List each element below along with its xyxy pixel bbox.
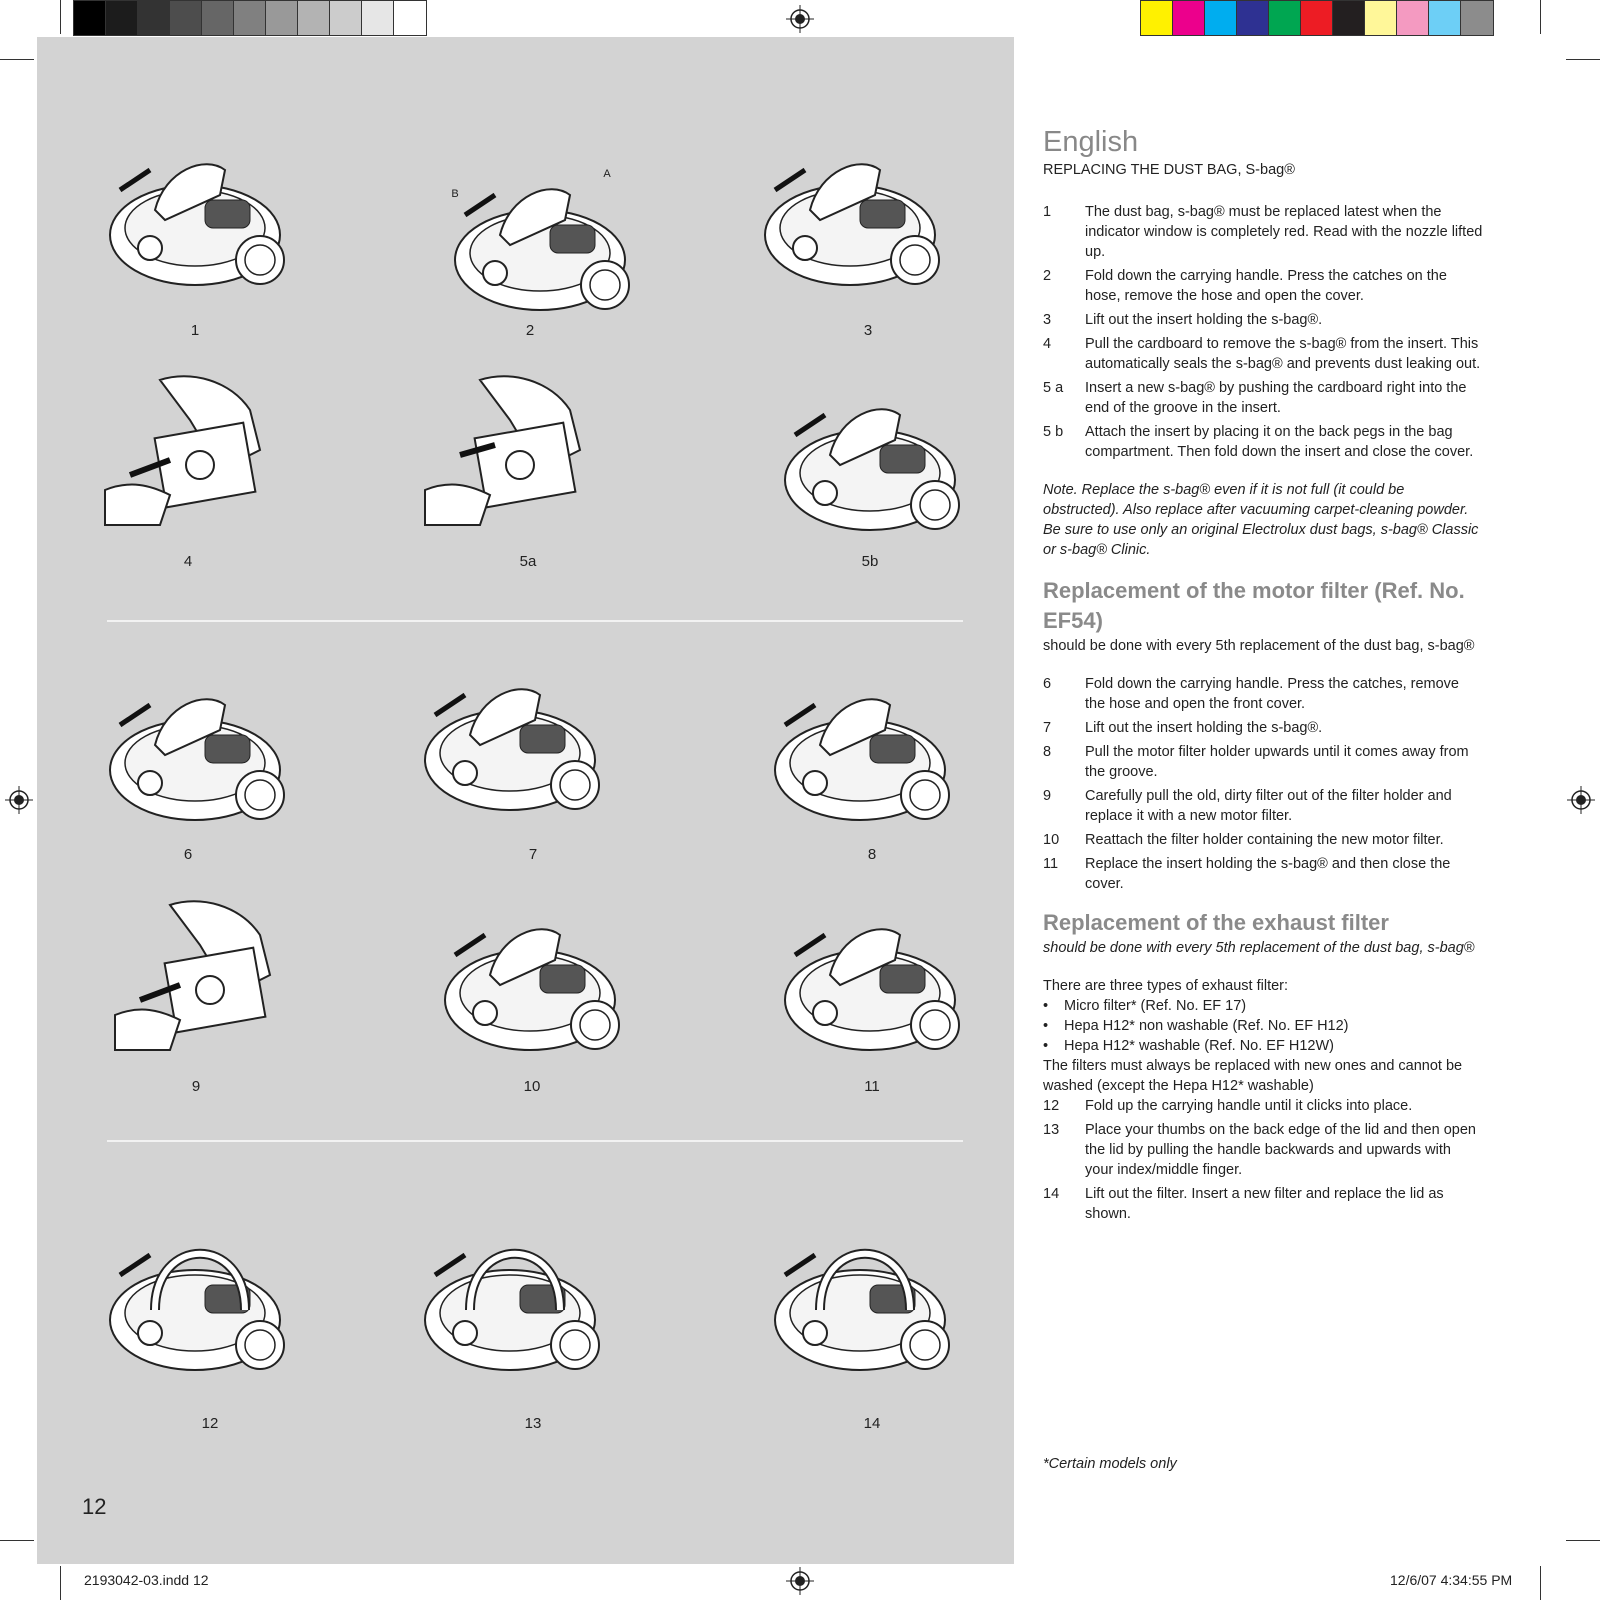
- step-number: 5 a: [1043, 380, 1064, 396]
- vacuum-illustration-icon: [410, 655, 610, 825]
- motor-filter-subtitle: should be done with every 5th replacement of the dust bag, s-bag®: [1043, 638, 1475, 654]
- figure-13: [410, 1215, 610, 1385]
- dustbag-subtitle: REPLACING THE DUST BAG, S-bag®: [1043, 162, 1295, 178]
- color-swatch: [1365, 1, 1397, 35]
- step-number: 4: [1043, 336, 1052, 352]
- date-slug: 12/6/07 4:34:55 PM: [1390, 1572, 1513, 1588]
- figure-label: 4: [183, 553, 193, 570]
- figure-label: 11: [864, 1078, 880, 1095]
- crop-mark: [60, 0, 61, 34]
- figure-label: 6: [183, 846, 193, 863]
- figure-5b: [770, 375, 970, 545]
- registration-mark-icon: [786, 1567, 814, 1595]
- gray-swatch: [202, 1, 234, 35]
- step-text: Attach the insert by placing it on the back pegs in the bag compartment. Then fold down the insert and close the cover.: [1085, 424, 1474, 460]
- figure-8: [760, 665, 960, 835]
- figure-11: [770, 895, 970, 1065]
- step-item: [1043, 830, 1483, 850]
- figure2-letter-a: A: [603, 168, 611, 180]
- step-text: Place your thumbs on the back edge of the lid and then open the lid by pulling the handle backwards and upwards with your index/middle finger.: [1085, 1122, 1476, 1178]
- gray-swatch: [234, 1, 266, 35]
- step-text: Replace the insert holding the s-bag® and then close the cover.: [1085, 856, 1451, 892]
- step-text: Lift out the insert holding the s-bag®.: [1085, 720, 1323, 736]
- step-text: Fold down the carrying handle. Press the catches on the hose, remove the hose and open the cover.: [1085, 268, 1447, 304]
- bullet-text: Micro filter* (Ref. No. EF 17): [1064, 998, 1247, 1014]
- step-number: 1: [1043, 204, 1052, 220]
- crop-mark: [0, 59, 34, 60]
- instructions-column: [1043, 124, 1483, 1228]
- step-text: Reattach the filter holder containing the new motor filter.: [1085, 832, 1444, 848]
- figure-4: [100, 360, 300, 530]
- bullet-dot: •: [1043, 1038, 1049, 1054]
- figure-9: [110, 885, 310, 1055]
- gray-swatch: [170, 1, 202, 35]
- crop-mark: [0, 1540, 34, 1541]
- file-slug: 2193042-03.indd 12: [84, 1572, 209, 1588]
- step-item: [1043, 422, 1483, 462]
- figure-label: 9: [191, 1078, 201, 1095]
- figure-7: [410, 655, 610, 825]
- exhaust-intro: There are three types of exhaust filter:: [1043, 978, 1289, 994]
- page-number: 12: [82, 1494, 107, 1519]
- section-divider: [107, 1140, 963, 1142]
- figure-label: 13: [524, 1415, 542, 1432]
- color-swatch: [1397, 1, 1429, 35]
- gray-swatch: [330, 1, 362, 35]
- step-number: 12: [1043, 1098, 1060, 1114]
- bullet-dot: •: [1043, 1018, 1049, 1034]
- step-text: Lift out the filter. Insert a new filter and replace the lid as shown.: [1085, 1186, 1444, 1222]
- figure-label: 8: [867, 846, 877, 863]
- motor-steps-list: [1043, 674, 1483, 894]
- gray-swatch: [266, 1, 298, 35]
- vacuum-illustration-icon: [95, 130, 295, 300]
- step-number: 2: [1043, 268, 1052, 284]
- registration-mark-icon: [786, 5, 814, 33]
- step-item: [1043, 1096, 1483, 1116]
- figure2-letter-b: B: [451, 188, 459, 200]
- motor-filter-heading: Replacement of the motor filter (Ref. No. EF54): [1043, 578, 1465, 633]
- step-number: 5 b: [1043, 424, 1064, 440]
- figure-label: 2: [525, 322, 535, 339]
- vacuum-illustration-icon: [110, 885, 310, 1055]
- step-number: 11: [1043, 856, 1059, 872]
- footnote: *Certain models only: [1043, 1456, 1177, 1472]
- exhaust-bullets-list: [1043, 996, 1483, 1056]
- exhaust-filter-subtitle: should be done with every 5th replacement of the dust bag, s-bag®: [1043, 940, 1475, 956]
- step-text: Insert a new s-bag® by pushing the cardboard right into the end of the groove in the insert.: [1085, 380, 1467, 416]
- vacuum-illustration-icon: [760, 1215, 960, 1385]
- vacuum-illustration-icon: [770, 895, 970, 1065]
- figure-label: 5a: [519, 553, 537, 570]
- step-text: Lift out the insert holding the s-bag®.: [1085, 312, 1323, 328]
- dustbag-steps-list: [1043, 202, 1483, 462]
- gray-swatch: [106, 1, 138, 35]
- step-number: 7: [1043, 720, 1052, 736]
- vacuum-illustration-icon: [100, 360, 300, 530]
- crop-mark: [1566, 59, 1600, 60]
- vacuum-illustration-icon: [750, 130, 950, 300]
- bullet-text: Hepa H12* non washable (Ref. No. EF H12): [1064, 1018, 1349, 1034]
- vacuum-illustration-icon: [440, 155, 640, 325]
- figure-2: [440, 155, 640, 325]
- vacuum-illustration-icon: [95, 1215, 295, 1385]
- step-item: [1043, 674, 1483, 714]
- exhaust-steps-list: [1043, 1096, 1483, 1224]
- color-swatch: [1461, 1, 1493, 35]
- figure-label: 7: [528, 846, 538, 863]
- step-number: 3: [1043, 312, 1052, 328]
- color-swatch: [1333, 1, 1365, 35]
- exhaust-after: The filters must always be replaced with new ones and cannot be washed (except the Hepa H12* washable): [1043, 1058, 1463, 1094]
- step-text: Fold up the carrying handle until it clicks into place.: [1085, 1098, 1413, 1114]
- grayscale-color-bar: [73, 0, 427, 36]
- step-item: [1043, 718, 1483, 738]
- bullet-item: [1043, 996, 1483, 1016]
- figure-label: 14: [863, 1415, 881, 1432]
- vacuum-illustration-icon: [770, 375, 970, 545]
- step-item: [1043, 334, 1483, 374]
- crop-mark: [1540, 0, 1541, 34]
- step-item: [1043, 202, 1483, 262]
- gray-swatch: [138, 1, 170, 35]
- gray-swatch: [394, 1, 426, 35]
- figure-14: [760, 1215, 960, 1385]
- figure-10: [430, 895, 630, 1065]
- step-number: 10: [1043, 832, 1060, 848]
- vacuum-illustration-icon: [410, 1215, 610, 1385]
- color-swatch: [1141, 1, 1173, 35]
- color-swatch: [1429, 1, 1461, 35]
- step-item: [1043, 786, 1483, 826]
- color-swatch: [1173, 1, 1205, 35]
- color-swatch: [1269, 1, 1301, 35]
- vacuum-illustration-icon: [420, 360, 620, 530]
- step-text: Pull the cardboard to remove the s-bag® from the insert. This automatically seals the s-bag® and prevents dust leaking out.: [1085, 336, 1481, 372]
- bullet-item: [1043, 1036, 1483, 1056]
- figure-label: 5b: [861, 553, 879, 570]
- figure-1: [95, 130, 295, 300]
- registration-mark-icon: [5, 786, 33, 814]
- gray-swatch: [362, 1, 394, 35]
- step-item: [1043, 742, 1483, 782]
- color-swatch: [1237, 1, 1269, 35]
- step-number: 8: [1043, 744, 1052, 760]
- crop-mark: [1540, 1566, 1541, 1600]
- figure-3: [750, 130, 950, 300]
- figure-label: 1: [190, 322, 200, 339]
- exhaust-filter-heading: Replacement of the exhaust filter: [1043, 910, 1389, 935]
- color-swatch: [1205, 1, 1237, 35]
- figure-label: 10: [523, 1078, 541, 1095]
- color-swatch: [1301, 1, 1333, 35]
- step-item: [1043, 1120, 1483, 1180]
- vacuum-illustration-icon: [430, 895, 630, 1065]
- step-item: [1043, 310, 1483, 330]
- step-text: Carefully pull the old, dirty filter out of the filter holder and replace it with a new motor filter.: [1085, 788, 1452, 824]
- registration-mark-icon: [1567, 786, 1595, 814]
- gray-swatch: [74, 1, 106, 35]
- crop-mark: [1566, 1540, 1600, 1541]
- step-number: 14: [1043, 1186, 1060, 1202]
- bullet-item: [1043, 1016, 1483, 1036]
- gray-swatch: [298, 1, 330, 35]
- crop-mark: [60, 1566, 61, 1600]
- step-number: 6: [1043, 676, 1052, 692]
- section-divider: [107, 620, 963, 622]
- language-title: English: [1043, 126, 1139, 158]
- vacuum-illustration-icon: [95, 665, 295, 835]
- bullet-dot: •: [1043, 998, 1049, 1014]
- vacuum-illustration-icon: [760, 665, 960, 835]
- note-paragraph: Note. Replace the s-bag® even if it is not full (it could be obstructed). Also replace after vacuuming carpet-cleaning powder. Be sure to use only an original Electrolux dust bags, s-bag® Classic or s-bag® Clinic.: [1043, 482, 1479, 558]
- step-item: [1043, 266, 1483, 306]
- step-text: The dust bag, s-bag® must be replaced latest when the indicator window is completely red. Read with the nozzle lifted up.: [1085, 204, 1483, 260]
- figure-5a: [420, 360, 620, 530]
- cmyk-color-bar: [1140, 0, 1494, 36]
- figure-label: 3: [863, 322, 873, 339]
- figure-12: [95, 1215, 295, 1385]
- figure-6: [95, 665, 295, 835]
- step-number: 9: [1043, 788, 1052, 804]
- step-item: [1043, 378, 1483, 418]
- bullet-text: Hepa H12* washable (Ref. No. EF H12W): [1064, 1038, 1334, 1054]
- step-item: [1043, 854, 1483, 894]
- step-number: 13: [1043, 1122, 1060, 1138]
- figure-label: 12: [201, 1415, 219, 1432]
- step-text: Pull the motor filter holder upwards until it comes away from the groove.: [1085, 744, 1469, 780]
- step-text: Fold down the carrying handle. Press the catches, remove the hose and open the front cover.: [1085, 676, 1459, 712]
- step-item: [1043, 1184, 1483, 1224]
